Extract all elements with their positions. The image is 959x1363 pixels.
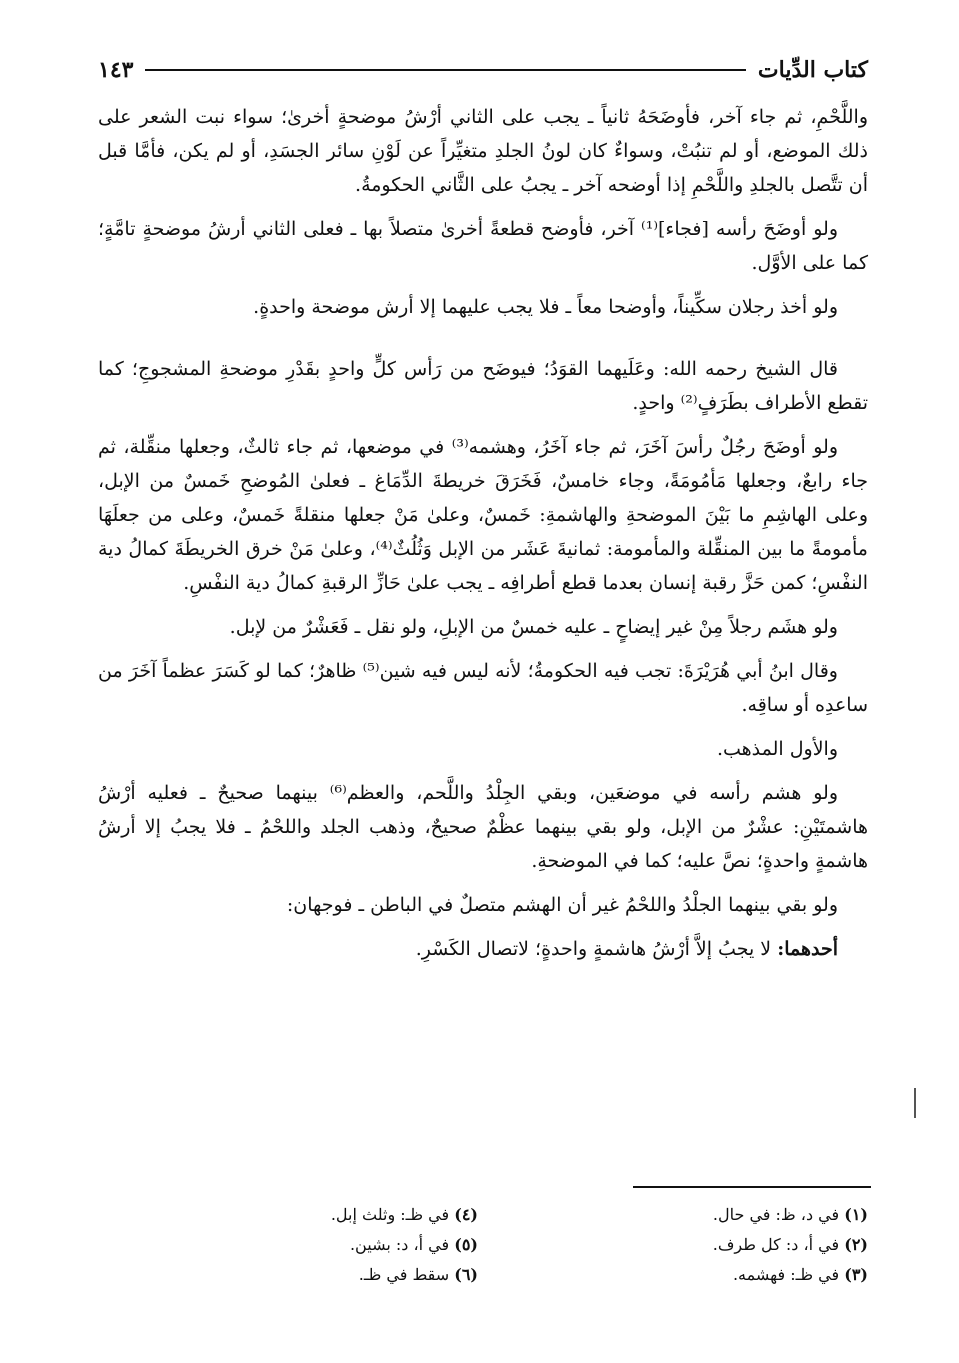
footnote [178,1260,478,1290]
footnote-number: (٤) [454,1205,478,1224]
main-text [98,100,868,976]
footnote [568,1230,868,1260]
paragraph: ولو أخذ رجلان سكِّيناً، وأوضحا معاً ـ فلا يجب عليهما إلا أرش موضحة واحدةٍ. [253,296,838,318]
footnote-number: (٥) [454,1235,478,1254]
paragraph-lead: أحدهما: [777,938,838,960]
footnote-text: في أ، د: بشين. [349,1235,450,1254]
paragraph: ولو هشَم رجلاً مِنْ غير إيضاحٍ ـ عليه خمسٌ من الإبلِ، ولو نقل ـ فَعَشْرٌ من لإبل. [229,616,838,638]
footnote-number: (٣) [844,1265,868,1284]
header-rule [145,69,745,71]
footnote [178,1200,478,1230]
footnote-column-right [568,1200,868,1290]
footnote-text: في أ، د: كل طرف. [712,1235,840,1254]
footnote-text: في د، ظ: في حال. [712,1205,840,1224]
footnote [178,1230,478,1260]
paragraph-body: لا يجبُ إلاَّ أرْشُ هاشمةٍ واحدةٍ؛ لاتصال الكَسْرِ. [415,938,772,960]
paragraph [98,932,868,966]
running-title: كتاب الدِّيات [757,57,868,83]
footnote-text: في ظـ: وثلث إبل. [330,1205,450,1224]
paragraph: ولو بقي بينهما الجلْدُ واللحْمُ غير أن الهشم متصلٌ في الباطن ـ فوجهان: [286,894,838,916]
paragraph: ولو أوضَحَ رجُلٌ رأسَ آخَرَ، ثم جاء آخَرُ، وهشمه⁽³⁾ في موضعها، ثم جاء ثالثٌ، وجعلها منقِّلة، ثم جاء رابعٌ، وجعلها مَأمُومَةً، وجاء خامسٌ، فَخَرَقَ خريطةَ الدِّمَاغ ـ فعلىٰ المُوضحِ خَمسٌ من الإبل، وعلى الهاشِمِ ما بَيْنَ الموضحةِ والهاشمةِ: خَمسٌ، وعلىٰ مَنْ جعلها منقلةً خَمسٌ، وعلى من جعلَهَا مأمومةً ما بين المنقِّلة والمأمومة: ثمانيةَ عَشَر من الإبل وَثُلُثٌ⁽⁴⁾، وعلىٰ مَنْ خرق الخريطَةَ كمالُ دية النفْسِ؛ كمن حَزَّ رقبة إنسان بعدما قطع أطرافِه ـ يجب علىٰ حَازِّ الرقبةِ كمالُ دية النفْسِ. [98,436,868,594]
paragraph: ولو أوضَحَ رأسه [فجاء]⁽¹⁾ آخر، فأوضح قطعةً أخرىٰ متصلاً بها ـ فعلى الثاني أرشُ موضحةٍ تامَّةٍ؛ كما على الأوَّل. [98,218,868,274]
footnote [568,1260,868,1290]
footnote-number: (٢) [844,1235,868,1254]
footnote [568,1200,868,1230]
paragraph: والأول المذهب. [716,738,838,760]
footnote-column-left [178,1200,478,1290]
footnote-text: في ظـ: فهشمه. [732,1265,840,1284]
paragraph: واللَّحْمِ، ثم جاء آخر، فأوضَحَهُ ثانياً ـ يجب على الثاني أرْشُ موضحةٍ أخرىٰ؛ سواء نبت الشعر على ذلك الموضع، أو لم تنبُتْ، وسواءٌ كان لونُ الجلدِ متغيِّراً عن لَوْنِ سائر الجسَدِ، أو لم يكن، فأمَّا قبل أن تتَّصل بالجلدِ واللَّحْمِ إذا أوضحه آخر ـ يجبُ على الثَّاني الحكومةُ. [98,106,868,196]
paragraph: قال الشيخ رحمه الله: وعَلَيهما القوَدُ؛ فيوضَح من رَأس كلٍّ واحدٍ بقَدْرِ موضحةِ المشجوجِ؛ كما تقطع الأطراف بطَرَفٍ⁽²⁾ واحدٍ. [98,358,868,414]
footnote-rule [633,1186,871,1188]
footnotes [98,1200,868,1295]
paragraph: ولو هشم رأسه في موضعَين، وبقي الجِلْدُ واللَّحم، والعظم⁽⁶⁾ بينهما صحيحٌ ـ فعليه أرْشُ هاشمتَيْنِ: عشْرٌ من الإبل، ولو بقي بينهما عظْمٌ صحيحٌ، وذهب الجلد واللحْمُ ـ فلا يجبُ إلا أرشُ هاشمةٍ واحدةٍ؛ نصَّ عليه؛ كما في الموضحةِ. [98,782,868,872]
paragraph: وقال ابنُ أبي هُرَيْرَةَ: تجب فيه الحكومةُ؛ لأنه ليس فيه شين⁽⁵⁾ ظاهرٌ؛ كما لو كَسَرَ عظماً آخَرَ من ساعدِه أو ساقِه. [98,660,868,716]
page-number: ١٤٣ [98,57,134,83]
margin-mark [914,1088,916,1118]
page-header [98,52,868,88]
footnote-number: (١) [844,1205,868,1224]
footnote-text: سقط في ظـ. [358,1265,450,1284]
footnote-number: (٦) [454,1265,478,1284]
